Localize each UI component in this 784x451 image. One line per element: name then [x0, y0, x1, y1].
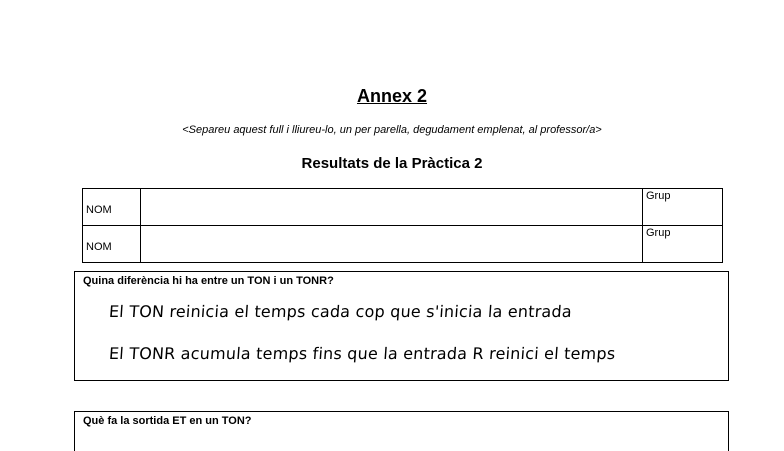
name-label: NOM — [83, 226, 141, 263]
question-box — [74, 411, 729, 451]
group-label: Grup — [646, 227, 671, 239]
handwritten-answer-line: El TON reinicia el temps cada cop que s'inicia la entrada — [108, 302, 573, 321]
name-field[interactable] — [141, 189, 643, 226]
name-row — [83, 189, 723, 226]
results-heading: Resultats de la Pràctica 2 — [301, 155, 483, 172]
instruction-text: <Separeu aquest full i lliureu-lo, un per parella, degudament emplenat, al professor/a> — [182, 124, 602, 136]
question-text: Què fa la sortida ET en un TON? — [83, 415, 252, 427]
name-label: NOM — [83, 189, 141, 226]
group-field[interactable] — [643, 226, 723, 263]
annex-title: Annex 2 — [356, 86, 428, 106]
name-row — [83, 226, 723, 263]
name-field[interactable] — [141, 226, 643, 263]
group-field[interactable] — [643, 189, 723, 226]
name-table — [82, 188, 723, 263]
question-text: Quina diferència hi ha entre un TON i un TONR? — [83, 275, 334, 287]
group-label: Grup — [646, 190, 671, 202]
handwritten-answer-line: El TONR acumula temps fins que la entrada R reinici el temps — [108, 344, 617, 363]
question-box — [74, 271, 729, 381]
